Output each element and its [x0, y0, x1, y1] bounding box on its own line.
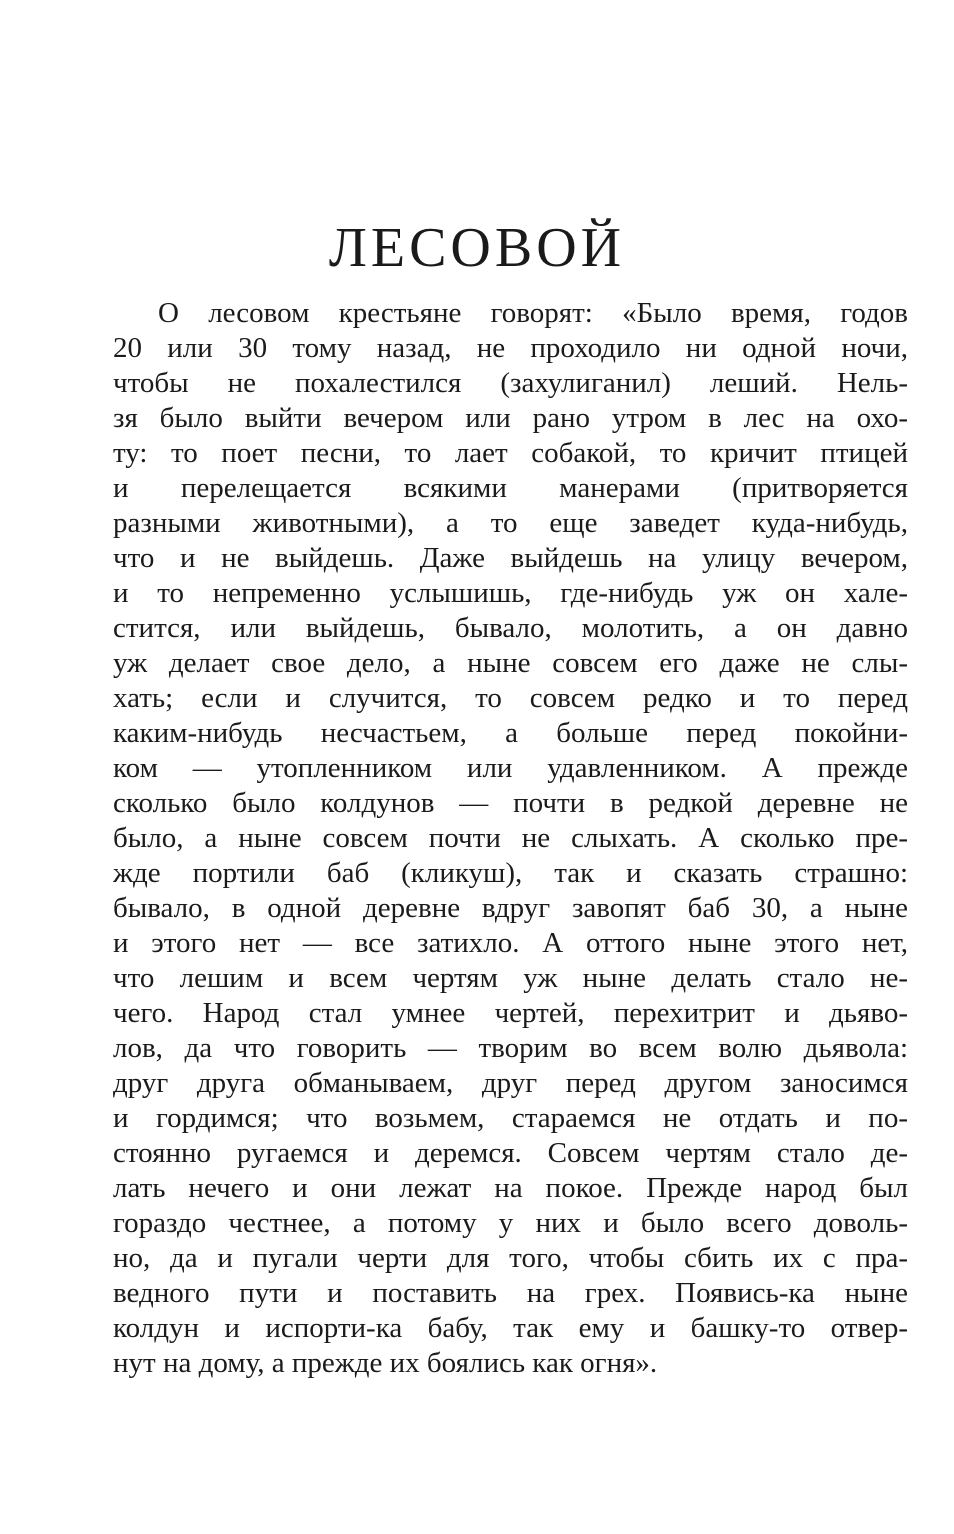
text-line: и то непременно услышишь, где-нибудь уж он хале- [113, 577, 908, 609]
text-line: друг друга обманываем, друг перед другом заносимся [113, 1067, 908, 1099]
text-line: уж делает свое дело, а ныне совсем его даже не слы- [113, 647, 908, 679]
text-line: чтобы не похалестился (захулиганил) леший. Нель- [113, 367, 908, 399]
chapter-title: ЛЕСОВОЙ [328, 216, 626, 279]
text-line: 20 или 30 тому назад, не проходило ни одной ночи, [113, 332, 908, 364]
text-line: стоянно ругаемся и деремся. Совсем чертям стало де- [113, 1137, 908, 1169]
body-text [113, 296, 908, 1381]
text-line: зя было выйти вечером или рано утром в лес на охо- [113, 402, 908, 434]
text-line: и этого нет — все затихло. А оттого ныне этого нет, [113, 927, 908, 959]
text-line: ком — утопленником или удавленником. А прежде [113, 752, 908, 784]
text-line: гораздо честнее, а потому у них и было всего доволь- [113, 1207, 908, 1239]
text-line: жде портили баб (кликуш), так и сказать страшно: [113, 857, 908, 889]
text-line: что и не выйдешь. Даже выйдешь на улицу вечером, [113, 542, 908, 574]
text-line: было, а ныне совсем почти не слыхать. А сколько пре- [113, 822, 908, 854]
text-line: но, да и пугали черти для того, чтобы сбить их с пра- [113, 1242, 908, 1274]
text-line: ведного пути и поставить на грех. Появись-ка ныне [113, 1277, 908, 1309]
text-line: лать нечего и они лежат на покое. Прежде народ был [113, 1172, 908, 1204]
text-line: сколько было колдунов — почти в редкой деревне не [113, 787, 908, 819]
text-line: стится, или выйдешь, бывало, молотить, а он давно [113, 612, 908, 644]
text-line: чего. Народ стал умнее чертей, перехитрит и дьяво- [113, 997, 908, 1029]
text-line: и перелещается всякими манерами (притворяется [113, 472, 908, 504]
text-line: О лесовом крестьяне говорят: «Было время, годов [158, 297, 908, 329]
text-line: что лешим и всем чертям уж ныне делать стало не- [113, 962, 908, 994]
text-line: колдун и испорти-ка бабу, так ему и башку-то отвер- [113, 1312, 908, 1344]
text-line: хать; если и случится, то совсем редко и то перед [113, 682, 908, 714]
text-line: разными животными), а то еще заведет куда-нибудь, [113, 507, 908, 539]
text-line: бывало, в одной деревне вдруг завопят баб 30, а ныне [113, 892, 908, 924]
text-line: ту: то поет песни, то лает собакой, то кричит птицей [113, 437, 908, 469]
text-line: нут на дому, а прежде их боялись как огня». [113, 1347, 658, 1379]
text-line: и гордимся; что возьмем, стараемся не отдать и по- [113, 1102, 908, 1134]
text-line: лов, да что говорить — творим во всем волю дьявола: [113, 1032, 908, 1064]
text-line: каким-нибудь несчастьем, а больше перед покойни- [113, 717, 908, 749]
